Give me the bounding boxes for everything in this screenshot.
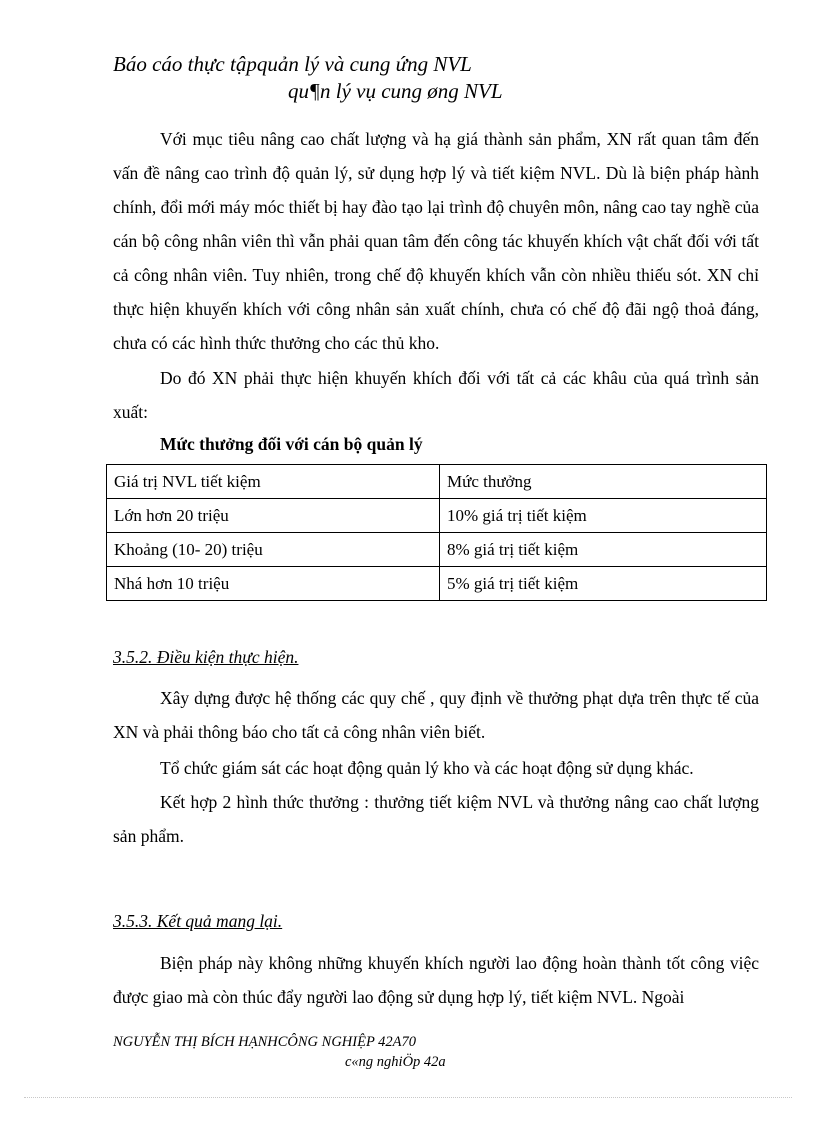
paragraph-conditions-1: Xây dựng được hệ thống các quy chế , quy định về thưởng phạt dựa trên thực tế của XN và phải thông báo cho tất cả công nhân viên biết. [113,688,759,742]
table-cell: 8% giá trị tiết kiệm [440,533,767,567]
paragraph-conditions-2: Tổ chức giám sát các hoạt động quản lý kho và các hoạt động sử dụng khác. [160,758,694,778]
header-subtitle: qu¶n lý vụ cung øng NVL [288,79,503,103]
table-header-row [107,465,767,499]
table-header-cell: Mức thưởng [440,465,767,499]
table-cell: 10% giá trị tiết kiệm [440,499,767,533]
table-row [107,533,767,567]
paragraph-conditions-3: Kết hợp 2 hình thức thưởng : thưởng tiết kiệm NVL và thưởng nâng cao chất lượng sản phẩm. [113,792,759,846]
table-row [107,567,767,601]
table-cell: 5% giá trị tiết kiệm [440,567,767,601]
table-row [107,499,767,533]
paragraph-scope: Do đó XN phải thực hiện khuyến khích đối với tất cả các khâu của quá trình sản xuất: [113,368,759,422]
footer-author: NGUYỄN THỊ BÍCH HẠNHCÔNG NGHIỆP 42A70 [113,1034,417,1050]
table-title: Mức thưởng đối với cán bộ quản lý [160,434,423,454]
table-cell: Nhá hơn 10 triệu [107,567,440,601]
footer-class: c«ng nghiÖp 42a [345,1054,446,1070]
table-header-cell: Giá trị NVL tiết kiệm [107,465,440,499]
section-heading-results: 3.5.3. Kết quả mang lại. [113,911,283,931]
paragraph-results: Biện pháp này không những khuyến khích người lao động hoàn thành tốt công việc được giao mà còn thúc đẩy người lao động sử dụng hợp lý, tiết kiệm NVL. Ngoài [113,953,759,1007]
page-divider [24,1097,792,1098]
reward-table [106,464,767,601]
section-heading-conditions: 3.5.2. Điều kiện thực hiện. [113,647,299,667]
paragraph-intro: Với mục tiêu nâng cao chất lượng và hạ giá thành sản phẩm, XN rất quan tâm đến vấn đề nâng cao trình độ quản lý, sử dụng hợp lý và tiết kiệm NVL. Dù là biện pháp hành chính, đổi mới máy móc thiết bị hay đào tạo lại trình độ chuyên môn, nâng cao tay nghề của cán bộ công nhân viên thì vẫn phải quan tâm đến công tác khuyến khích vật chất đối với tất cả công nhân viên. Tuy nhiên, trong chế độ khuyến khích vẫn còn nhiều thiếu sót. XN chỉ thực hiện khuyến khích với công nhân sản xuất chính, chưa có chế độ đãi ngộ thoả đáng, chưa có các hình thức thưởng cho các thủ kho. [113,129,759,353]
header-title: Báo cáo thực tậpquản lý và cung ứng NVL [113,52,472,76]
table-cell: Khoảng (10- 20) triệu [107,533,440,567]
table-cell: Lớn hơn 20 triệu [107,499,440,533]
